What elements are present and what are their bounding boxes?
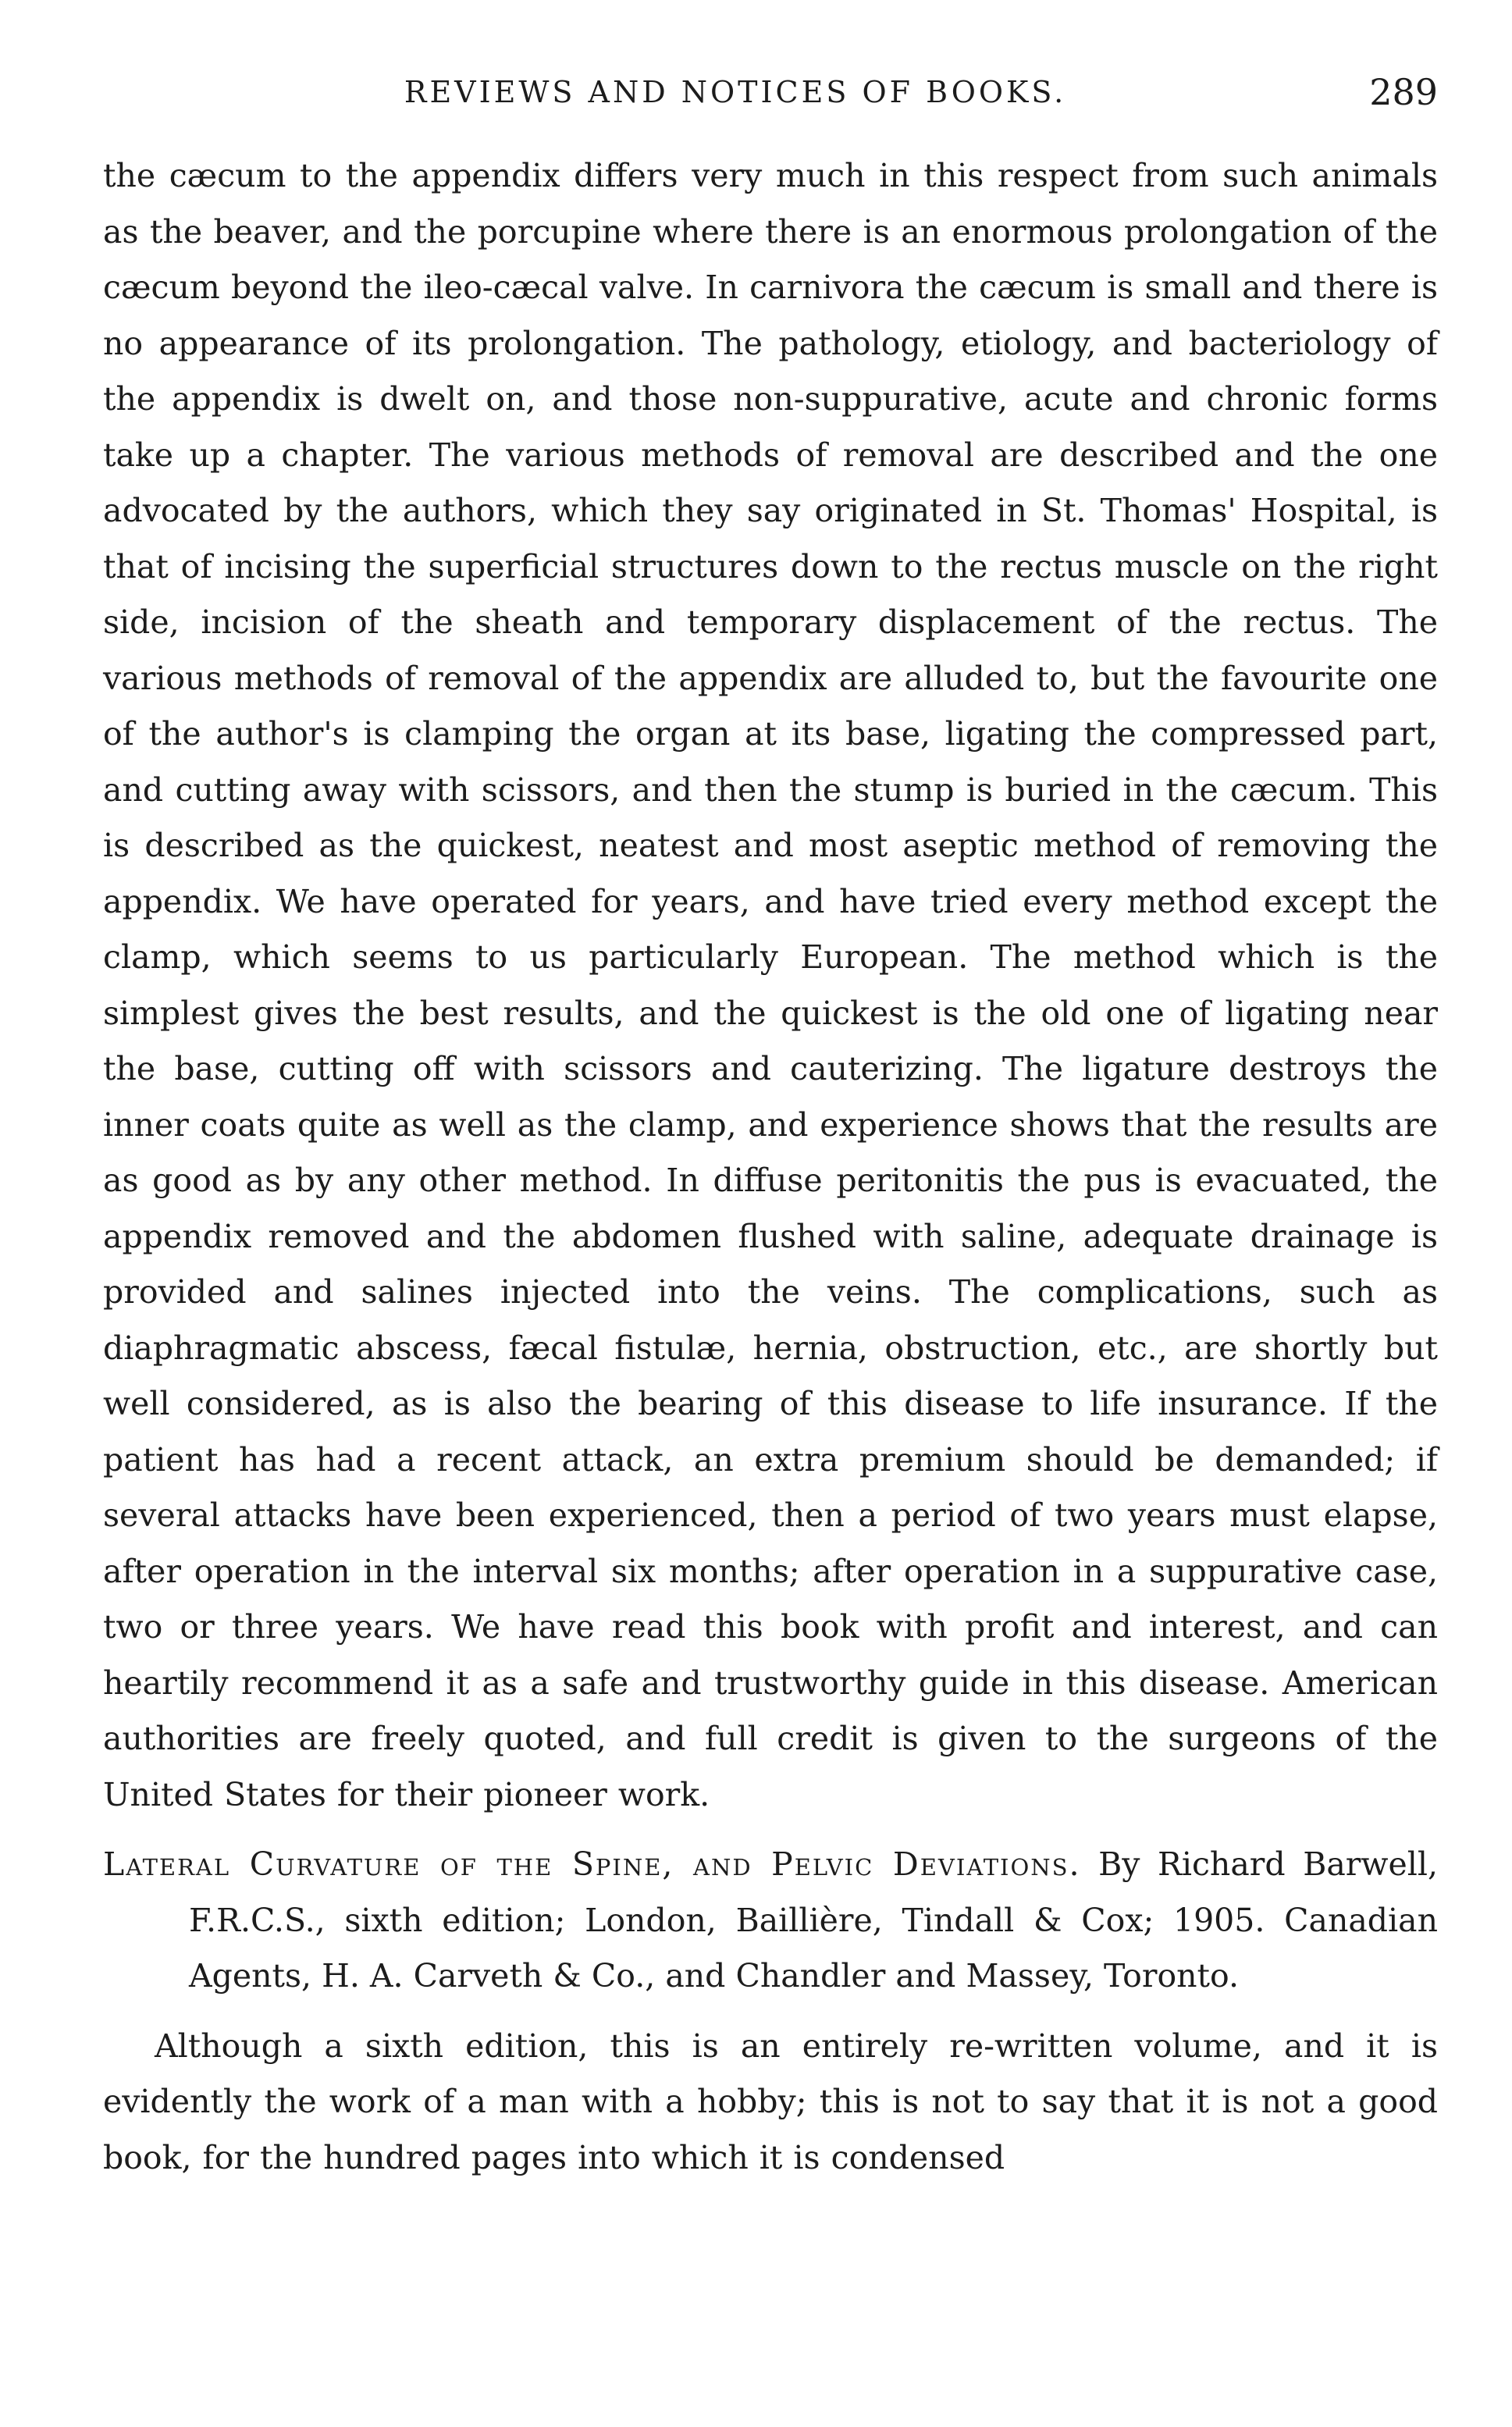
review-book-details: By Richard Barwell, F.R.C.S., sixth edition; London, Baillière, Tindall & Cox; 1905. Canadian Agents, H. A. Carveth & Co., and Chandler and Massey, Toronto.	[189, 1845, 1438, 1995]
page-number: 289	[1369, 71, 1438, 113]
review-book-title: Lateral Curvature of the Spine, and Pelvic Deviations.	[103, 1845, 1081, 1883]
running-title: REVIEWS AND NOTICES OF BOOKS.	[404, 75, 1067, 109]
review-heading	[103, 1837, 1438, 2005]
paragraph-appendix-review-continued: the cæcum to the appendix differs very much in this respect from such animals as the beaver, and the porcupine where there is an enormous prolongation of the cæcum beyond the ileo-cæcal valve. In carnivora the cæcum is small and there is no appearance of its prolongation. The pathology, etiology, and bacteriology of the appendix is dwelt on, and those non-suppurative, acute and chronic forms take up a chapter. The various methods of removal are described and the one advocated by the authors, which they say originated in St. Thomas' Hospital, is that of incising the superficial structures down to the rectus muscle on the right side, incision of the sheath and temporary displacement of the rectus. The various methods of removal of the appendix are alluded to, but the favourite one of the author's is clamping the organ at its base, ligating the compressed part, and cutting away with scissors, and then the stump is buried in the cæcum. This is described as the quickest, neatest and most aseptic method of removing the appendix. We have operated for years, and have tried every method except the clamp, which seems to us particularly European. The method which is the simplest gives the best results, and the quickest is the old one of ligating near the base, cutting off with scissors and cauterizing. The ligature destroys the inner coats quite as well as the clamp, and experience shows that the results are as good as by any other method. In diffuse peritonitis the pus is evacuated, the appendix removed and the abdomen flushed with saline, adequate drainage is provided and salines injected into the veins. The complications, such as diaphragmatic abscess, fæcal fistulæ, hernia, obstruction, etc., are shortly but well considered, as is also the bearing of this disease to life insurance. If the patient has had a recent attack, an extra premium should be demanded; if several attacks have been experienced, then a period of two years must elapse, after operation in the interval six months; after operation in a suppurative case, two or three years. We have read this book with profit and interest, and can heartily recommend it as a safe and trustworthy guide in this disease. American authorities are freely quoted, and full credit is given to the surgeons of the United States for their pioneer work.	[103, 157, 1438, 1813]
running-head	[103, 69, 1438, 116]
paragraph-spine-review: Although a sixth edition, this is an entirely re-written volume, and it is evidently the work of a man with a hobby; this is not to say that it is not a good book, for the hundred pages into which it is condensed	[103, 2027, 1438, 2176]
body-text	[103, 148, 1438, 2186]
